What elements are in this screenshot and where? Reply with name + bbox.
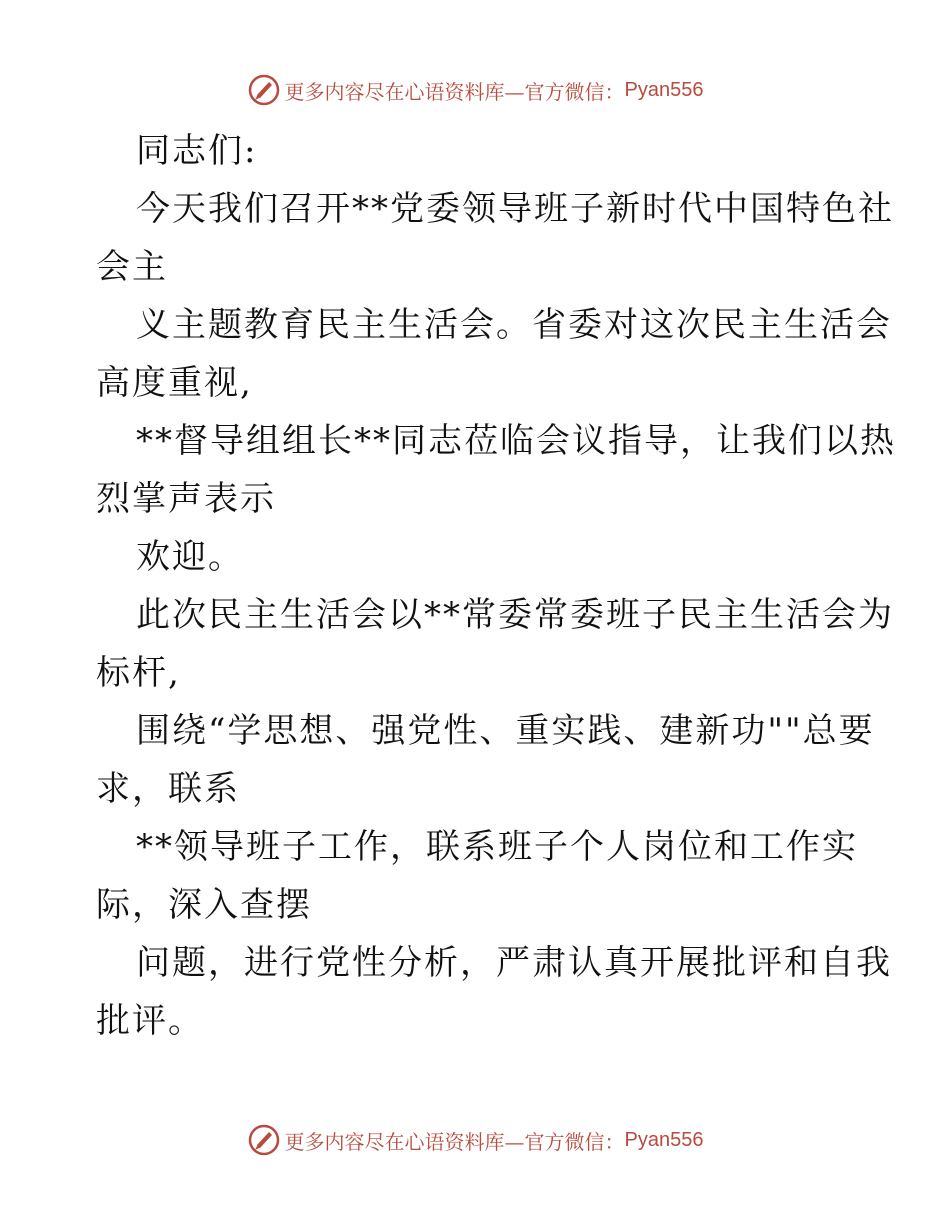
header-watermark (0, 70, 950, 110)
body-line: 求，联系 (96, 769, 240, 809)
header-watermark-id: Pyan556 (624, 78, 704, 101)
body-line: 际，深入查摆 (96, 885, 312, 925)
footer-watermark-id: Pyan556 (624, 1128, 704, 1151)
body-line: 批评。 (96, 1001, 204, 1041)
body-line: 围绕“学思想、强党性、重实践、建新功""总要 (136, 711, 875, 751)
body-line: 问题，进行党性分析，严肃认真开展批评和自我 (136, 943, 892, 983)
body-line: **督导组组长**同志莅临会议指导，让我们以热 (136, 421, 896, 461)
body-line: 欢迎。 (136, 537, 244, 577)
header-watermark-text: 更多内容尽在心语资料库—官方微信： (284, 79, 625, 104)
body-line: 烈掌声表示 (96, 479, 276, 519)
pen-logo-icon (247, 73, 281, 107)
document-body (96, 122, 896, 1050)
body-line: 此次民主生活会以**常委常委班子民主生活会为 (136, 595, 894, 635)
body-line: 今天我们召开**党委领导班子新时代中国特色社 (136, 189, 894, 229)
footer-watermark-text: 更多内容尽在心语资料库—官方微信： (284, 1129, 625, 1154)
body-line: 高度重视, (96, 363, 253, 403)
body-line: **领导班子工作，联系班子个人岗位和工作实 (136, 827, 858, 867)
body-line: 会主 (96, 247, 168, 287)
pen-logo-icon (247, 1123, 281, 1157)
body-line: 义主题教育民主生活会。省委对这次民主生活会 (136, 305, 892, 345)
body-line: 同志们: (136, 131, 258, 171)
footer-watermark (0, 1120, 950, 1160)
body-line: 标杆, (96, 653, 181, 693)
